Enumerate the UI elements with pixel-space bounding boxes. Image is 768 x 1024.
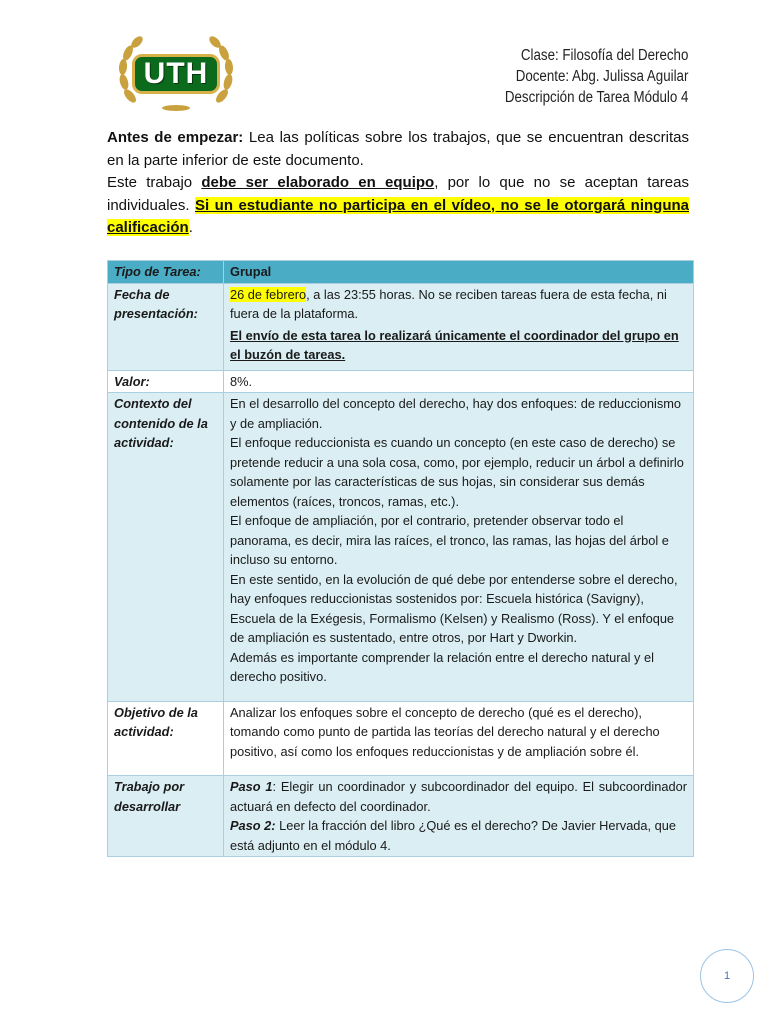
paso-1-label: Paso 1: [230, 779, 273, 794]
intro-section: [107, 127, 689, 240]
paso-2-text: Leer la fracción del libro ¿Qué es el derecho? De Javier Hervada, que está adjunto en el módulo 4.: [230, 818, 677, 853]
intro-text-2a: Este trabajo: [107, 174, 202, 191]
contexto-p2: El enfoque reduccionista es cuando un concepto (en este caso de derecho) se pretende reducir a una sola cosa, como, por ejemplo, reducir un árbol a definirlo solamente por las características de sus hojas, sin considerar sus demás elementos (raíces, troncos, ramas, etc.).: [230, 435, 684, 509]
paso-1: [230, 777, 687, 816]
value-tipo: Grupal: [224, 261, 694, 284]
contexto-p5: Además es importante comprender la relación entre el derecho natural y el derecho positivo.: [230, 649, 654, 684]
value-contexto: [224, 393, 694, 702]
header-teacher: Docente: Abg. Julissa Aguilar: [515, 68, 688, 85]
value-fecha: [224, 283, 694, 370]
intro-paragraph-1: [107, 127, 689, 172]
fecha-date-highlight: 26 de febrero: [230, 286, 307, 302]
table-row-contexto: [108, 393, 694, 702]
intro-text-2b: , por lo que no se aceptan tareas individuales.: [107, 174, 689, 214]
fecha-note-text: El envío de esta tarea lo realizará únicamente el coordinador del grupo en el buzón de tareas.: [230, 327, 679, 362]
fecha-text: [230, 285, 687, 324]
header-description: Descripción de Tarea Módulo 4: [504, 89, 688, 106]
fecha-rest: , a las 23:55 horas. No se reciben tareas fuera de esta fecha, ni fuera de la plataforma.: [230, 286, 667, 321]
label-trabajo: Trabajo por desarrollar: [108, 776, 224, 857]
header-class: Clase: Filosofía del Derecho: [520, 47, 688, 64]
intro-highlight-warning: Si un estudiante no participa en el vídeo, no se le otorgará ninguna calificación: [107, 196, 689, 236]
table-row-objetivo: [108, 701, 694, 776]
paso-2: [230, 816, 687, 855]
paso-2-label: Paso 2:: [230, 818, 276, 833]
table-row-fecha: [108, 283, 694, 370]
value-objetivo: Analizar los enfoques sobre el concepto de derecho (qué es el derecho), tomando como punto de partida las teorías del derecho natural y el derecho positivo, así como los enfoques reduccionistas y de ampliación sobre él.: [224, 701, 694, 776]
table-row-trabajo: [108, 776, 694, 857]
contexto-p1: En el desarrollo del concepto del derecho, hay dos enfoques: de reduccionismo y de ampliación.: [230, 396, 682, 431]
intro-bold-label: Antes de empezar:: [107, 129, 244, 146]
task-table: [107, 260, 694, 857]
value-valor: 8%.: [224, 370, 694, 393]
intro-paragraph-2: [107, 172, 689, 240]
fecha-note: [230, 326, 687, 365]
label-tipo: Tipo de Tarea:: [108, 261, 224, 284]
value-trabajo: [224, 776, 694, 857]
intro-team-emphasis: debe ser elaborado en equipo: [201, 174, 435, 191]
label-fecha: Fecha de presentación:: [108, 283, 224, 370]
uth-logo: [118, 34, 234, 114]
page-number: 1: [700, 949, 754, 1003]
label-contexto: Contexto del contenido de la actividad:: [108, 393, 224, 702]
intro-text-2-end: .: [188, 219, 193, 236]
table-row-tipo: [108, 261, 694, 284]
document-header: [504, 45, 688, 108]
paso-1-text: : Elegir un coordinador y subcoordinador del equipo. El subcoordinador actuará en defecto del coordinador.: [230, 779, 687, 814]
contexto-p4: En este sentido, en la evolución de qué debe por entenderse sobre el derecho, hay enfoques reduccionistas sostenidos por: Escuela histórica (Savigny), Escuela de la Exégesis, Formalismo (Kelsen) y Realismo (Ross). Y el enfoque de ampliación es sustentado, entre otros, por Hart y Dworkin.: [230, 571, 678, 645]
contexto-p3: El enfoque de ampliación, por el contrario, pretender observar todo el panorama, es decir, mira las raíces, el tronco, las ramas, las hojas del árbol e incluso su entorno.: [230, 513, 669, 567]
table-row-valor: [108, 370, 694, 393]
intro-text-1: Lea las políticas sobre los trabajos, que se encuentran descritas en la parte inferior de este documento.: [107, 129, 689, 169]
logo-text: UTH: [132, 54, 220, 94]
label-objetivo: Objetivo de la actividad:: [108, 701, 224, 776]
label-valor: Valor:: [108, 370, 224, 393]
